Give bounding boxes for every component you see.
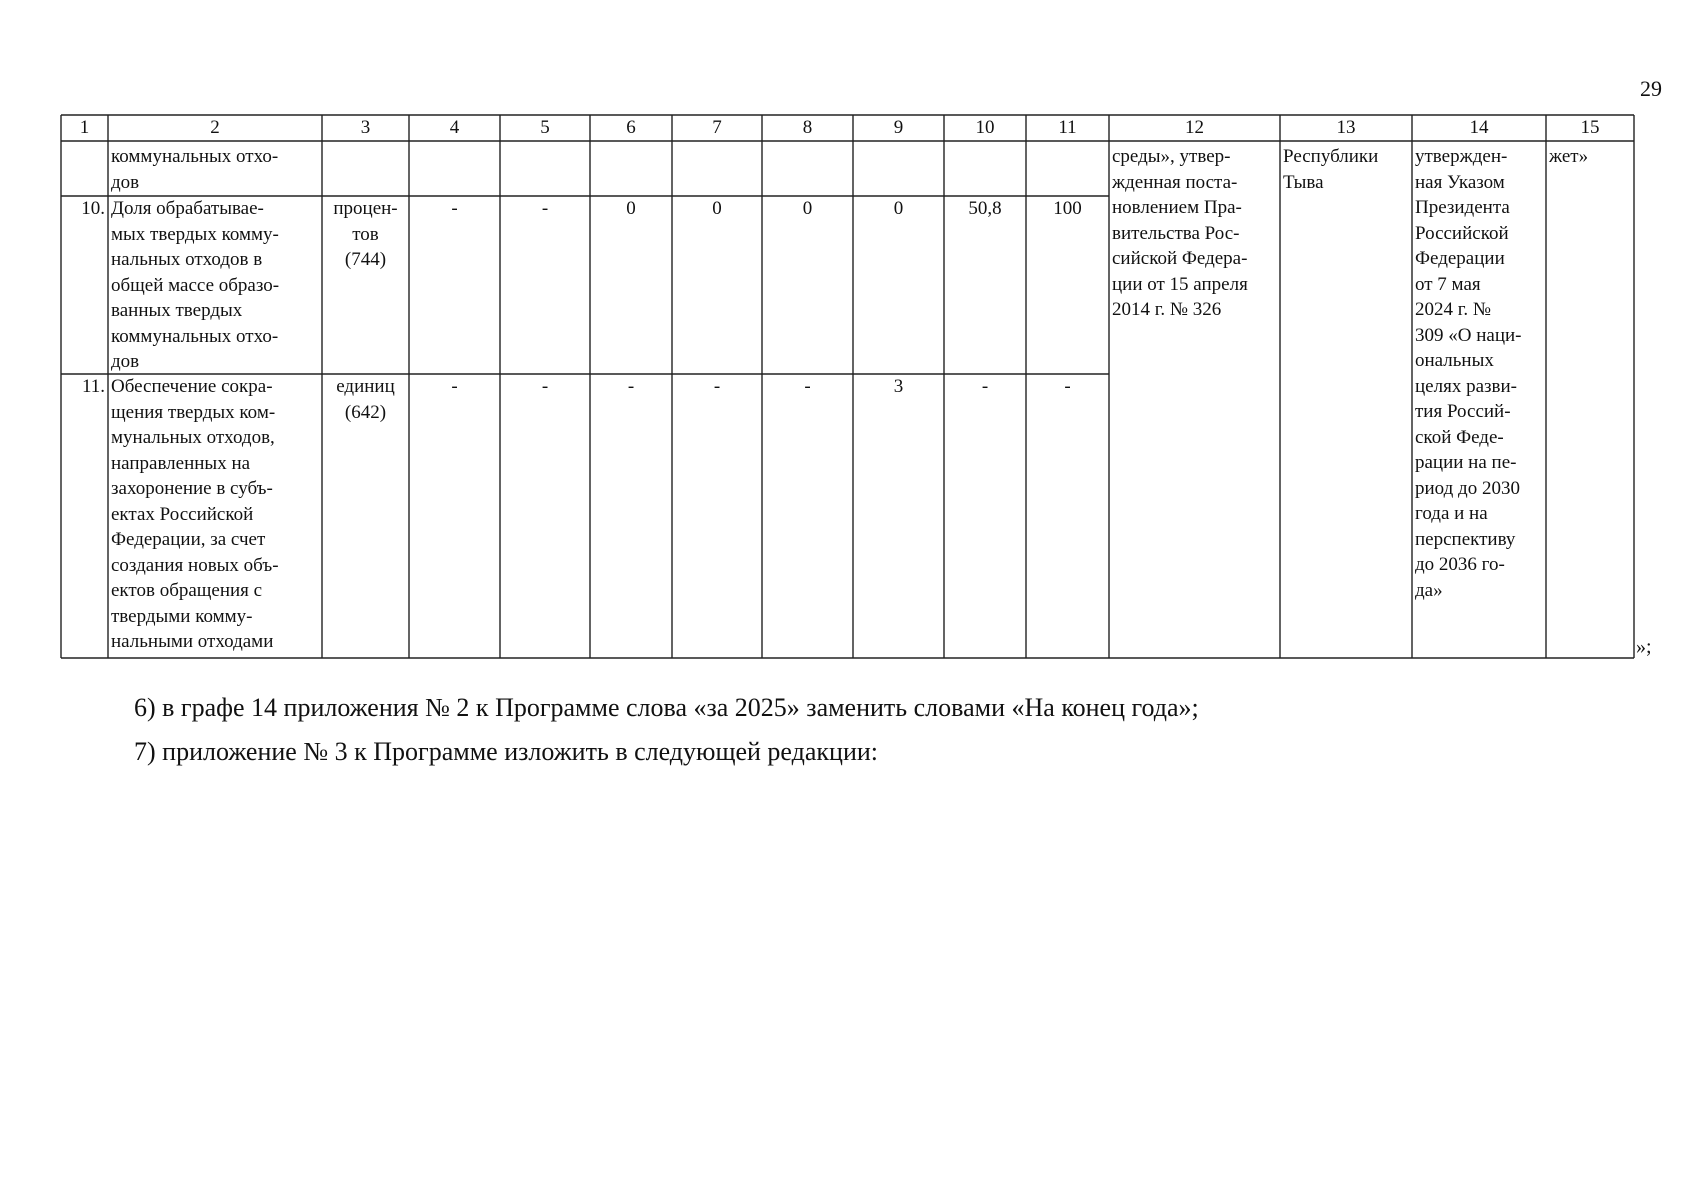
column-header: 3 — [360, 117, 371, 138]
value-col-5: - — [541, 376, 549, 397]
value-col-8: - — [804, 376, 811, 397]
merged-col-13: Республики Тыва — [1283, 146, 1379, 193]
value-col-6: - — [627, 376, 635, 397]
row-number: 10. — [81, 198, 105, 219]
merged-col-14: утвержден- ная Указом Президента Российской Федерации от 7 мая 2024 г. № 309 «О наци- ональных целях разви- тия Россий- ской Феде- рации на пе- риод до 2030 года и на перспективу до 2036 го- да» — [1415, 146, 1522, 601]
column-header: 12 — [1185, 117, 1204, 138]
column-header: 9 — [893, 117, 904, 138]
value-col-5: - — [541, 198, 549, 219]
value-col-4: - — [451, 376, 458, 397]
column-header: 10 — [975, 117, 995, 138]
unit-of-measure: единиц (642) — [336, 376, 395, 423]
page-number: 29 — [1640, 76, 1662, 101]
value-col-11: - — [1064, 376, 1071, 397]
value-col-10: - — [981, 376, 989, 397]
column-header: 13 — [1336, 117, 1356, 138]
column-header: 2 — [210, 117, 220, 138]
merged-col-15: жет» — [1549, 146, 1589, 167]
column-header: 6 — [626, 117, 636, 138]
column-header: 14 — [1469, 117, 1489, 138]
unit-of-measure: процен- тов (744) — [333, 198, 398, 270]
value-col-7: - — [713, 376, 721, 397]
row-number: 11. — [81, 376, 105, 397]
value-col-11: 100 — [1053, 198, 1082, 219]
indicator-name: Обеспечение сокра- щения твердых ком- мунальных отходов, направленных на захоронение в субъ- ектах Российской Федерации, за счет создания новых объ- ектов обращения с твердыми комму- нальными отходами — [111, 376, 279, 652]
value-col-6: 0 — [626, 198, 636, 219]
merged-col-12: среды», утвер- жденная поста- новлением Пра- вительства Рос- сийской Федера- ции от 15 апреля 2014 г. № 326 — [1112, 146, 1248, 320]
value-col-7: 0 — [712, 198, 722, 219]
column-header: 7 — [712, 117, 722, 138]
value-col-10: 50,8 — [968, 198, 1002, 219]
value-col-8: 0 — [802, 198, 813, 219]
continuation-indicator-name: коммунальных отхо- дов — [111, 146, 279, 193]
value-col-9: 0 — [893, 198, 904, 219]
closing-quote-mark: »; — [1636, 636, 1652, 658]
indicator-name: Доля обрабатывае- мых твердых комму- нальных отходов в общей массе образо- ванных твердых коммунальных отхо- дов — [111, 198, 280, 372]
column-header: 4 — [449, 117, 460, 138]
column-header: 15 — [1580, 117, 1600, 138]
column-header: 5 — [540, 117, 550, 138]
column-header: 1 — [79, 117, 90, 138]
value-col-9: 3 — [893, 376, 904, 397]
paragraph-item-7: 7) приложение № 3 к Программе изложить в следующей редакции: — [134, 737, 878, 766]
paragraph-item-6: 6) в графе 14 приложения № 2 к Программе слова «за 2025» заменить словами «На конец года»; — [134, 693, 1199, 722]
value-col-4: - — [451, 198, 458, 219]
column-header: 8 — [802, 117, 813, 138]
column-header: 11 — [1058, 117, 1077, 138]
